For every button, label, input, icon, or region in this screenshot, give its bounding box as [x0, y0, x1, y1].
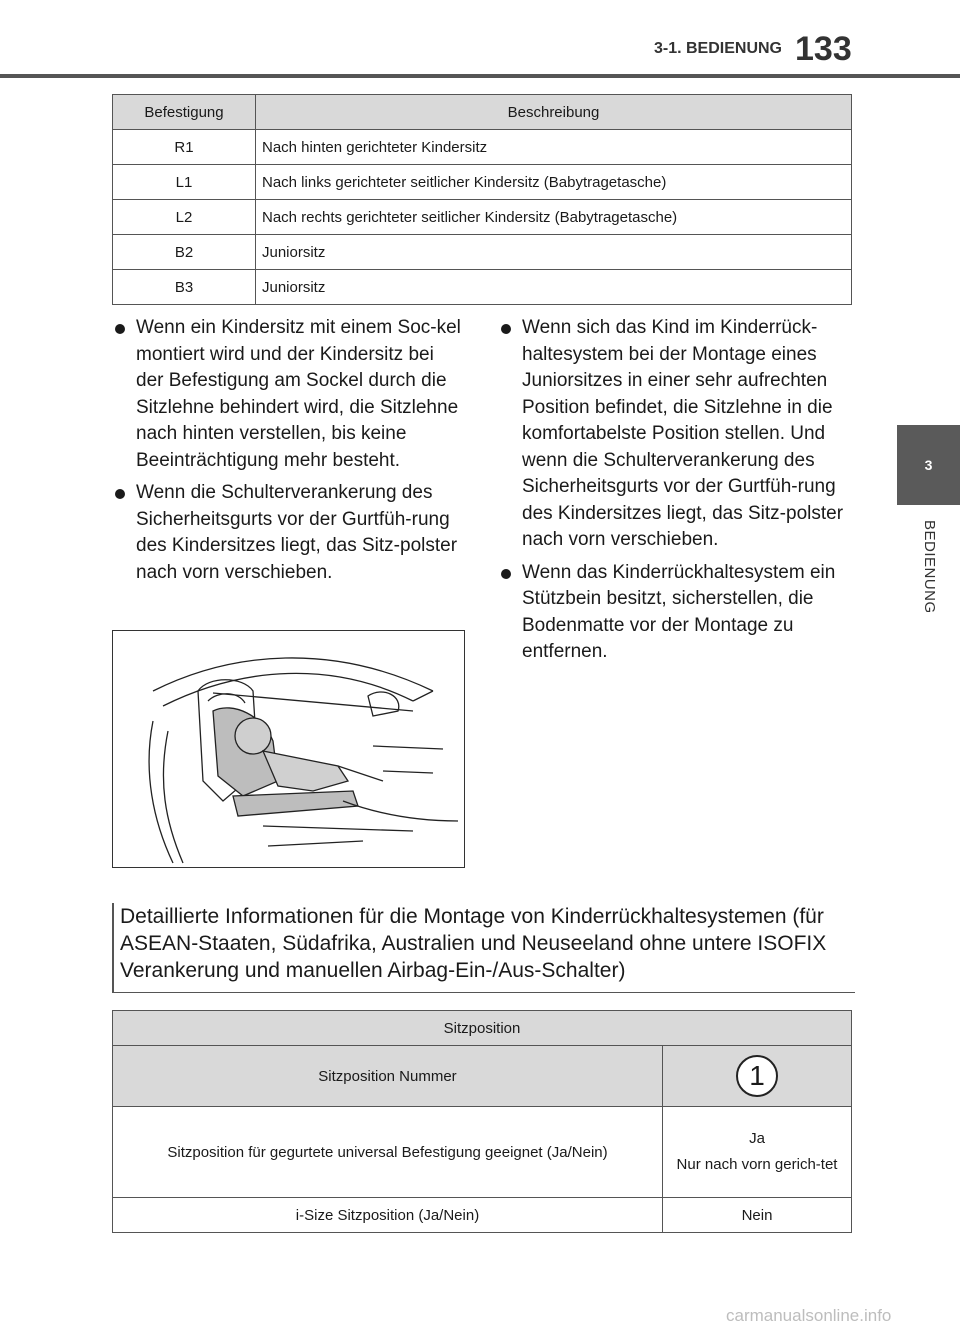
chapter-tab-label: BEDIENUNG	[921, 520, 938, 614]
table-header-row	[113, 95, 852, 130]
table-cell-desc: Juniorsitz	[256, 270, 852, 305]
bullet-text: Wenn das Kinderrückhaltesystem ein Stützbein besitzt, sicherstellen, die Bodenmatte vor der Montage zu entfernen.	[522, 561, 836, 662]
bullet-dot-icon	[115, 489, 125, 499]
chapter-title: 3-1. BEDIENUNG	[653, 40, 782, 57]
page-number: 133	[795, 30, 852, 68]
header-divider	[0, 74, 960, 78]
watermark: carmanualsonline.info	[726, 1306, 892, 1325]
table-row	[113, 235, 852, 270]
table-cell-code: B2	[113, 235, 256, 270]
bullet-dot-icon	[501, 569, 511, 579]
left-column	[112, 315, 462, 592]
bullet-dot-icon	[501, 324, 511, 334]
table-row	[113, 165, 852, 200]
seating-position-table	[112, 1010, 852, 1233]
table-cell-desc: Nach hinten gerichteter Kindersitz	[256, 130, 852, 165]
bullet-item	[498, 560, 848, 666]
chapter-tab-number: 3	[924, 457, 933, 473]
table-row	[113, 1107, 852, 1198]
bullet-item	[498, 315, 848, 554]
value-main: Ja	[749, 1130, 765, 1147]
seat-number-icon: 1	[736, 1055, 778, 1097]
value-note: Nur nach vorn gerich-tet	[676, 1156, 838, 1173]
bullet-text: Wenn sich das Kind im Kinderrück-haltesystem bei der Montage eines Juniorsitzes in einer sehr aufrechten Position befindet, die Sitzlehne in die komfortabelste Position stellen. Und wenn die Schulterverankerung des Sicherheitsgurts vor der Gurtfüh-rung des Kindersitzes liegt, das Sitz-polster nach vorn verschieben.	[522, 317, 844, 550]
car-seat-illustration	[112, 630, 465, 868]
right-column	[498, 315, 848, 672]
bullet-text: Wenn ein Kindersitz mit einem Soc-kel montiert wird und der Kindersitz bei der Befestigung am Sockel durch die Sitzlehne behindert wird, die Sitzlehne nach hinten verstellen, bis keine Beeinträchtigung mehr besteht.	[136, 317, 461, 471]
table-cell-code: B3	[113, 270, 256, 305]
table-cell-code: L2	[113, 200, 256, 235]
table-row	[113, 1046, 852, 1107]
table-cell-desc: Juniorsitz	[256, 235, 852, 270]
table-row	[113, 200, 852, 235]
table-cell-code: R1	[113, 130, 256, 165]
bullet-text: Wenn die Schulterverankerung des Sicherheitsgurts vor der Gurtfüh-rung des Kindersitzes liegt, das Sitz-polster nach vorn verschieben.	[136, 482, 458, 583]
section-heading: Detaillierte Informationen für die Montage von Kinderrückhaltesystemen (für ASEAN-Staaten, Südafrika, Australien und Neuseeland ohne untere ISOFIX Verankerung und manuellen Airbag-Ein-/Aus-Schalter)	[112, 903, 855, 993]
child-seat-drawing	[113, 631, 464, 867]
table-cell-value	[663, 1107, 852, 1198]
table-row	[113, 130, 852, 165]
table-cell-desc: Nach rechts gerichteter seitlicher Kindersitz (Babytragetasche)	[256, 200, 852, 235]
bullet-dot-icon	[115, 324, 125, 334]
table-cell-value: Nein	[663, 1198, 852, 1233]
bullet-item	[112, 480, 462, 586]
table-cell-label: Sitzposition für gegurtete universal Befestigung geeignet (Ja/Nein)	[113, 1107, 663, 1198]
table-cell-label: i-Size Sitzposition (Ja/Nein)	[113, 1198, 663, 1233]
attachment-table	[112, 94, 852, 305]
bullet-item	[112, 315, 462, 474]
table-cell-label: Sitzposition Nummer	[113, 1046, 663, 1107]
table-row	[113, 270, 852, 305]
table-cell-code: L1	[113, 165, 256, 200]
table-row	[113, 1198, 852, 1233]
chapter-tab	[897, 425, 960, 505]
table-header-cell: Befestigung	[113, 95, 256, 130]
table-header-row	[113, 1011, 852, 1046]
table-title-cell: Sitzposition	[113, 1011, 852, 1046]
table-cell-desc: Nach links gerichteter seitlicher Kindersitz (Babytragetasche)	[256, 165, 852, 200]
table-header-cell: Beschreibung	[256, 95, 852, 130]
table-cell-value	[663, 1046, 852, 1107]
